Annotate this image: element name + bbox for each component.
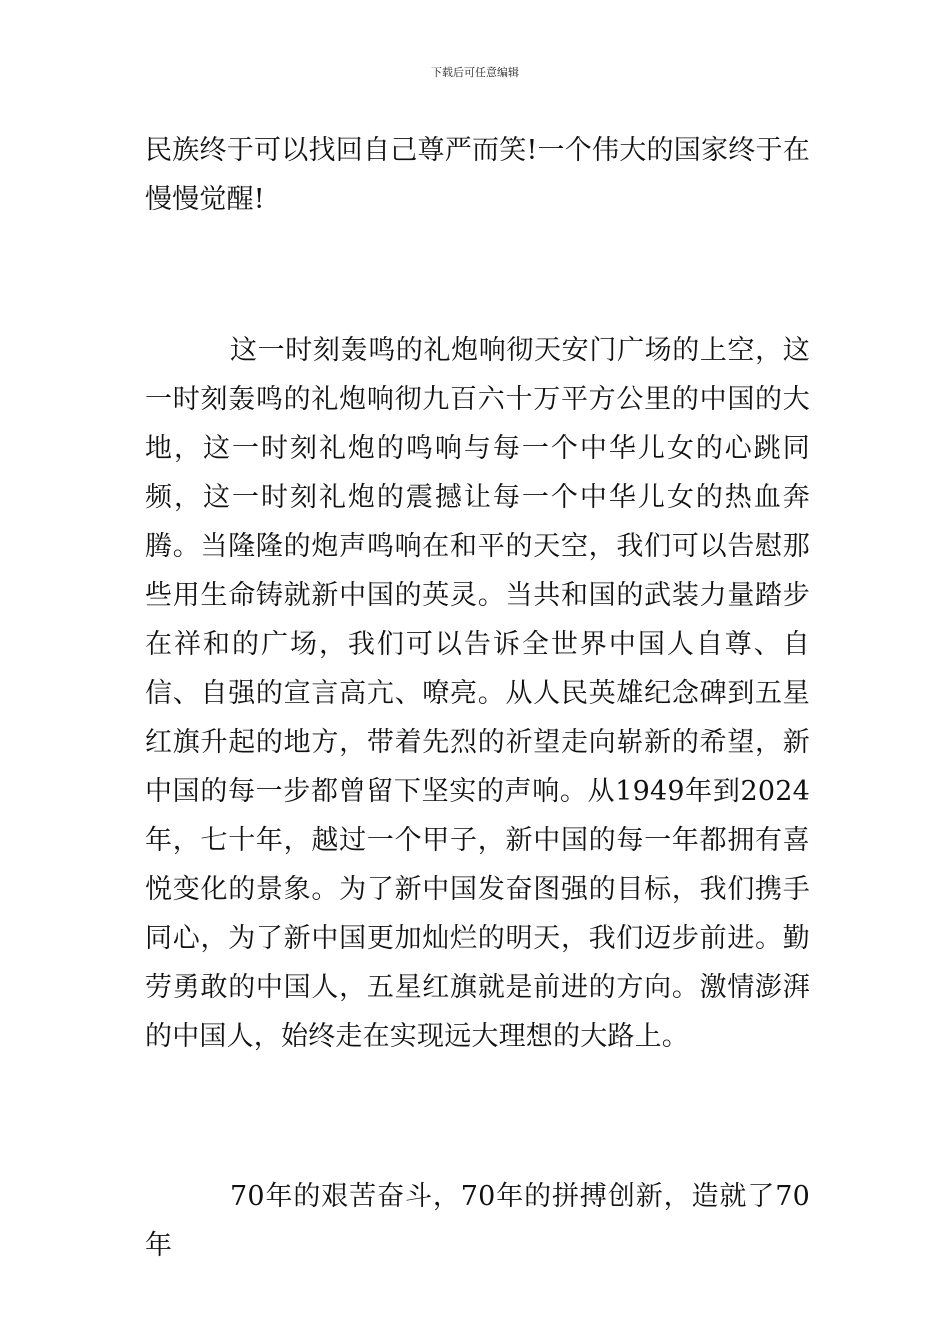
header-note: 下载后可任意编辑: [431, 66, 519, 79]
paragraph-2: 这一时刻轰鸣的礼炮响彻天安门广场的上空，这一时刻轰鸣的礼炮响彻九百六十万平方公里的中国的大地，这一时刻礼炮的鸣响与每一个中华儿女的心跳同频，这一时刻礼炮的震撼让每一个中华儿女的热血奔腾。当隆隆的炮声鸣响在和平的天空，我们可以告慰那些用生命铸就新中国的英灵。当共和国的武装力量踏步在祥和的广场，我们可以告诉全世界中国人自尊、自信、自强的宣言高亢、嘹亮。从人民英雄纪念碑到五星红旗升起的地方，带着先烈的祈望走向崭新的希望，新中国的每一步都曾留下坚实的声响。从1949年到2024年，七十年，越过一个甲子，新中国的每一年都拥有喜悦变化的景象。为了新中国发奋图强的目标，我们携手同心，为了新中国更加灿烂的明天，我们迈步前进。勤劳勇敢的中国人，五星红旗就是前进的方向。激情澎湃的中国人，始终走在实现远大理想的大路上。: [145, 335, 810, 1052]
paragraph-3: 70年的艰苦奋斗，70年的拼搏创新，造就了70年: [145, 1181, 810, 1261]
paragraph-1: 民族终于可以找回自己尊严而笑!一个伟大的国家终于在慢慢觉醒!: [145, 135, 810, 215]
